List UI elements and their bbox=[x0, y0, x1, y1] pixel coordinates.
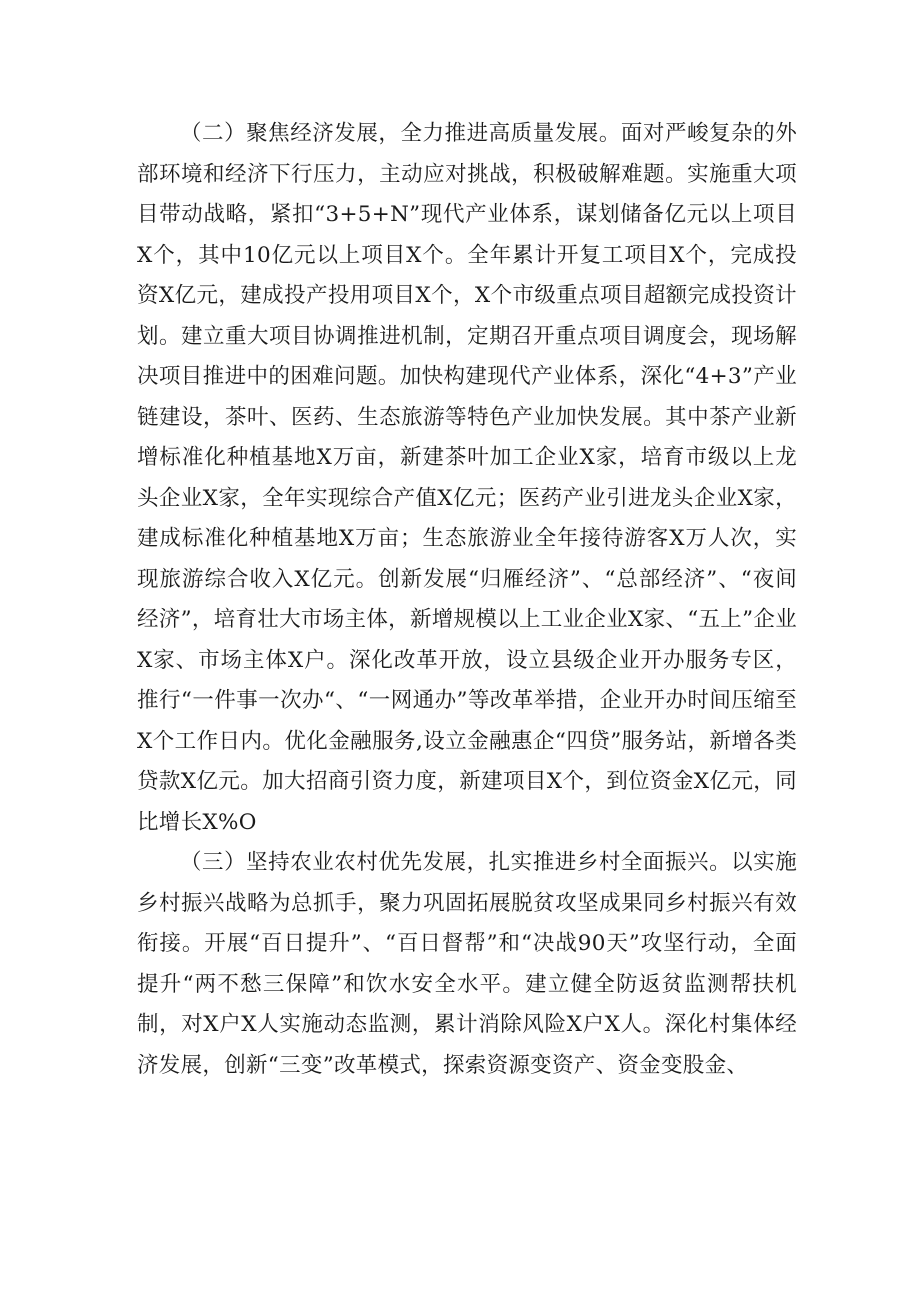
paragraph-rural-revitalization: （三）坚持农业农村优先发展，扎实推进乡村全面振兴。以实施乡村振兴战略为总抓手，聚力巩固拓展脱贫攻坚成果同乡村振兴有效衔接。开展“百日提升”、“百日督帮”和“决战90天”攻坚行动，全面提升“两不愁三保障”和饮水安全水平。建立健全防返贫监测帮扶机制，对X户X人实施动态监测，累计消除风险X户X人。深化村集体经济发展，创新“三变”改革模式，探索资源变资产、资金变股金、 bbox=[137, 850, 797, 1078]
paragraph-economic-development: （二）聚焦经济发展，全力推进高质量发展。面对严峻复杂的外部环境和经济下行压力，主动应对挑战，积极破解难题。实施重大项目带动战略，紧扣“3+5+N”现代产业体系，谋划储备亿元以上项目X个，其中10亿元以上项目X个。全年累计开复工项目X个，完成投资X亿元，建成投产投用项目X个，X个市级重点项目超额完成投资计划。建立重大项目协调推进机制，定期召开重点项目调度会，现场解决项目推进中的困难问题。加快构建现代产业体系，深化“4+3”产业链建设，茶叶、医药、生态旅游等特色产业加快发展。其中茶产业新增标准化种植基地X万亩，新建茶叶加工企业X家，培育市级以上龙头企业X家，全年实现综合产值X亿元；医药产业引进龙头企业X家，建成标准化种植基地X万亩；生态旅游业全年接待游客X万人次，实现旅游综合收入X亿元。创新发展“归雁经济”、“总部经济”、“夜间经济”，培育壮大市场主体，新增规模以上工业企业X家、“五上”企业X家、市场主体X户。深化改革开放，设立县级企业开办服务专区，推行“一件事一次办“、“一网通办”等改革举措，企业开办时间压缩至X个工作日内。优化金融服务,设立金融惠企“四贷”服务站，新增各类贷款X亿元。加大招商引资力度，新建项目X个，到位资金X亿元，同比增长X%O bbox=[137, 121, 797, 835]
document-body bbox=[137, 114, 797, 1086]
